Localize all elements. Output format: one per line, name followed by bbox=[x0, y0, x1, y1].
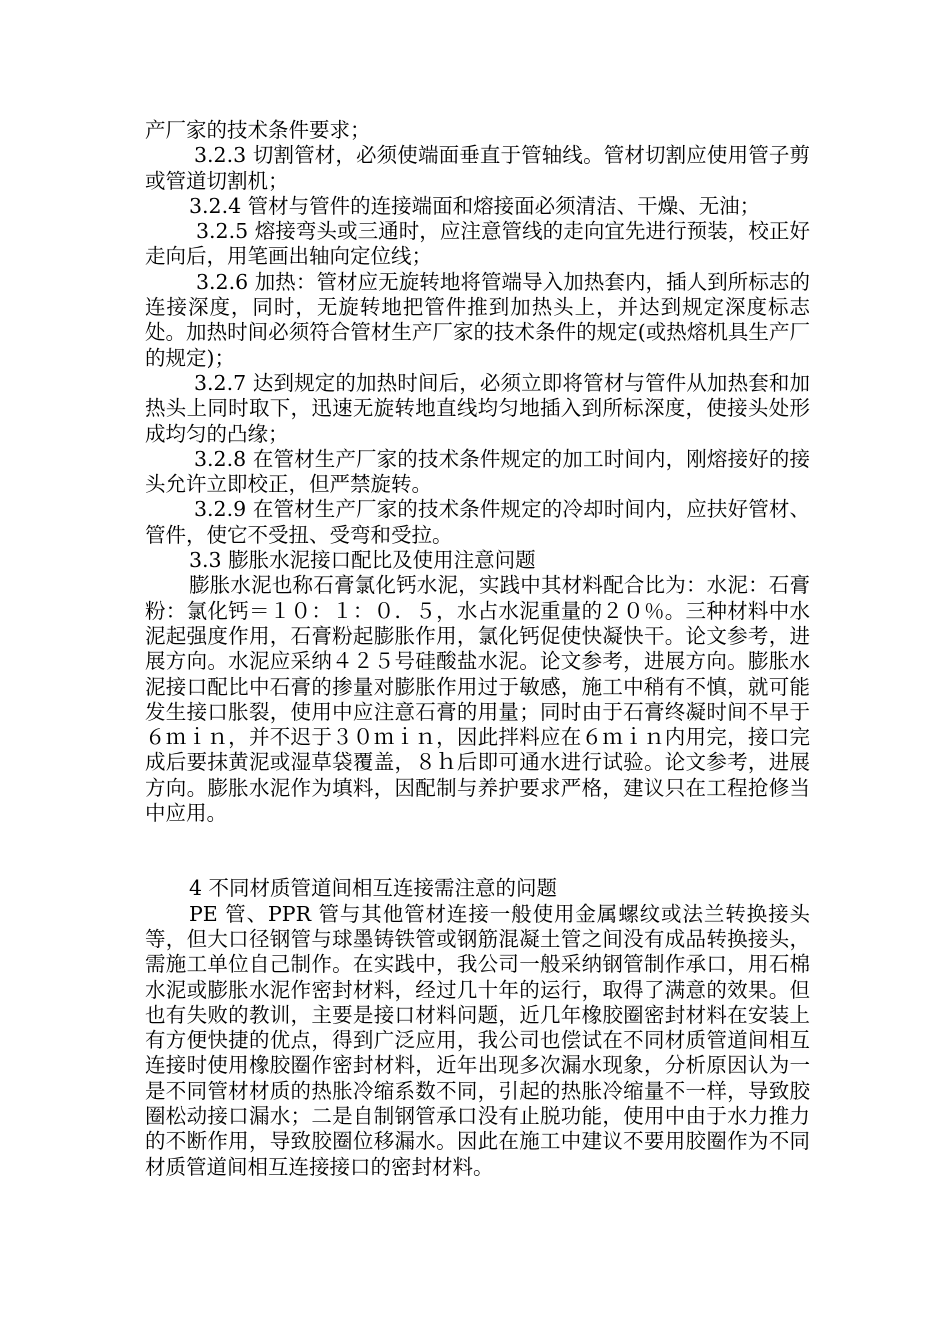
paragraph-3-2-5: 3.2.5 熔接弯头或三通时，应注意管线的走向宜先进行预装，校正好走向后，用笔画出轴向定位线； bbox=[145, 219, 810, 269]
document-body bbox=[145, 118, 810, 1180]
section-spacer bbox=[145, 826, 810, 876]
paragraph-3-2-8: 3.2.8 在管材生产厂家的技术条件规定的加工时间内，刚熔接好的接头允许立即校正，但严禁旋转。 bbox=[145, 446, 810, 497]
paragraph-expansion-cement: 膨胀水泥也称石膏氯化钙水泥，实践中其材料配合比为：水泥：石膏粉：氯化钙＝１０：１：０．５，水占水泥重量的２０％。三种材料中水泥起强度作用，石膏粉起膨胀作用，氯化钙促使快凝快干。论文参考，进展方向。水泥应采纳４２５号硅酸盐水泥。论文参考，进展方向。膨胀水泥接口配比中石膏的掺量对膨胀作用过于敏感，施工中稍有不慎，就可能发生接口胀裂，使用中应注意石膏的用量；同时由于石膏终凝时间不早于６ｍｉｎ，并不迟于３０ｍｉｎ，因此拌料应在６ｍｉｎ内用完，接口完成后要抹黄泥或湿草袋覆盖，８ｈ后即可通水进行试验。论文参考，进展方向。膨胀水泥作为填料，因配制与养护要求严格，建议只在工程抢修当中应用。 bbox=[145, 573, 810, 826]
paragraph-intro-tail: 产厂家的技术条件要求； bbox=[145, 118, 371, 142]
paragraph-3-2-6: 3.2.6 加热：管材应无旋转地将管端导入加热套内，插人到所标志的连接深度，同时，无旋转地把管件推到加热头上，并达到规定深度标志处。加热时间必须符合管材生产厂家的技术条件的规定(或热熔机具生产厂的规定)； bbox=[145, 269, 810, 370]
paragraph-3-2-3: 3.2.3 切割管材，必须使端面垂直于管轴线。管材切割应使用管子剪或管道切割机； bbox=[145, 143, 810, 193]
paragraph-pipe-connection: PE 管、PPR 管与其他管材连接一般使用金属螺纹或法兰转换接头等，但大口径钢管与球墨铸铁管或钢筋混凝土管之间没有成品转换接头，需施工单位自己制作。在实践中，我公司一般采纳钢管制作承口，用石棉水泥或膨胀水泥作密封材料，经过几十年的运行，取得了满意的效果。但也有失败的教训，主要是接口材料问题，近几年橡胶圈密封材料在安装上有方便快捷的优点，得到广泛应用，我公司也偿试在不同材质管道间相互连接时使用橡胶圈作密封材料，近年出现多次漏水现象，分析原因认为一是不同管材材质的热胀冷缩系数不同，引起的热胀冷缩量不一样，导致胶圈松动接口漏水；二是自制钢管承口没有止脱功能，使用中由于水力推力的不断作用，导致胶圈位移漏水。因此在施工中建议不要用胶圈作为不同材质管道间相互连接接口的密封材料。 bbox=[145, 901, 810, 1179]
paragraph-3-2-7: 3.2.7 达到规定的加热时间后，必须立即将管材与管件从加热套和加热头上同时取下，迅速无旋转地直线均匀地插入到所标深度，使接头处形成均匀的凸缘； bbox=[145, 370, 810, 446]
section-heading-3-3: 3.3 膨胀水泥接口配比及使用注意问题 bbox=[189, 548, 536, 573]
paragraph-3-2-9: 3.2.9 在管材生产厂家的技术条件规定的冷却时间内，应扶好管材、管件，使它不受扭、受弯和受拉。 bbox=[145, 497, 810, 547]
paragraph-3-2-4: 3.2.4 管材与管件的连接端面和熔接面必须清洁、干燥、无油； bbox=[189, 193, 761, 218]
section-heading-4: 4 不同材质管道间相互连接需注意的问题 bbox=[189, 876, 558, 901]
